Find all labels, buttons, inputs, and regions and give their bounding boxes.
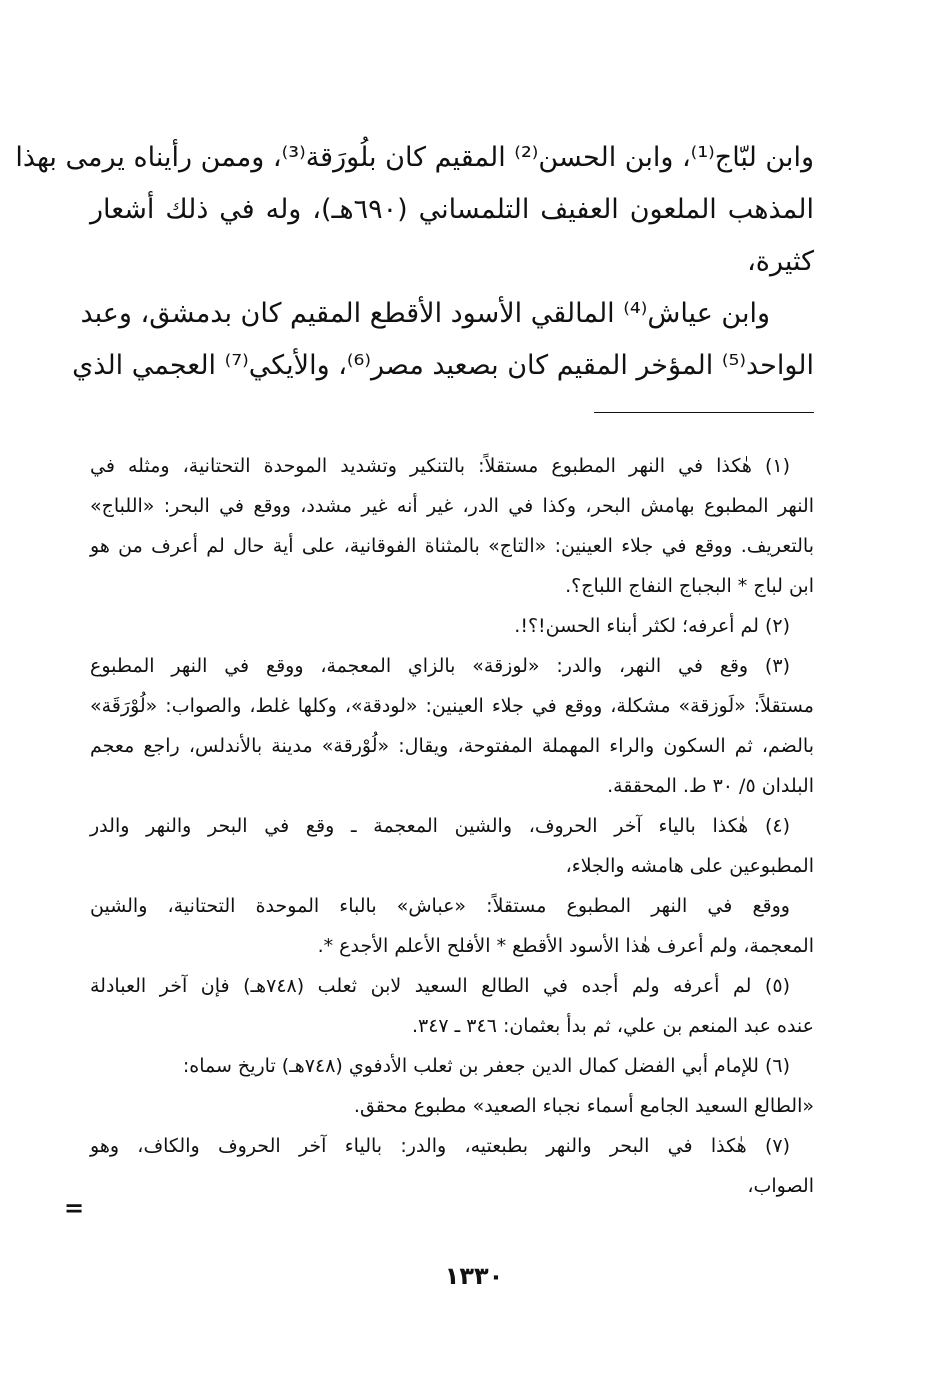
continuation-mark: = bbox=[64, 1194, 85, 1222]
footnote-line: ووقع في النهر المطبوع مستقلاً: «عباش» بالباء الموحدة التحتانية، والشين bbox=[90, 895, 790, 917]
main-text-body bbox=[15, 132, 814, 392]
footnote-line: (٢) لم أعرفه؛ لكثر أبناء الحسن!؟!. bbox=[514, 615, 790, 637]
main-text-line: وابن لبّاج⁽¹⁾، وابن الحسن⁽²⁾ المقيم كان بلُورَقة⁽³⁾، وممن رأيناه يرمى بهذا bbox=[15, 142, 814, 173]
footnotes bbox=[90, 446, 814, 1206]
footnote-line: الصواب، bbox=[747, 1175, 814, 1197]
footnote-separator bbox=[594, 412, 814, 413]
footnote-line: النهر المطبوع بهامش البحر، وكذا في الدر، غير أنه غير مشدد، ووقع في البحر: «اللباج» bbox=[90, 495, 814, 517]
footnote-line: «الطالع السعيد الجامع أسماء نجباء الصعيد» مطبوع محقق. bbox=[353, 1095, 814, 1117]
main-text-line: وابن عياش⁽⁴⁾ المالقي الأسود الأقطع المقيم كان بدمشق، وعبد bbox=[80, 298, 770, 329]
footnote-line: بالضم، ثم السكون والراء المهملة المفتوحة، ويقال: «لُوْرقة» مدينة بالأندلس، راجع معجم bbox=[90, 735, 814, 757]
footnote-line: (٣) وقع في النهر، والدر: «لوزقة» بالزاي المعجمة، ووقع في النهر المطبوع bbox=[90, 655, 790, 677]
footnote-line: (٦) للإمام أبي الفضل كمال الدين جعفر بن ثعلب الأدفوي (٧٤٨هـ) تاريخ سماه: bbox=[182, 1055, 790, 1077]
main-text-line: الواحد⁽⁵⁾ المؤخر المقيم كان بصعيد مصر⁽⁶⁾، والأيكي⁽⁷⁾ العجمي الذي bbox=[72, 350, 814, 381]
footnote-line: (٤) هٰكذا بالياء آخر الحروف، والشين المعجمة ـ وقع في البحر والنهر والدر bbox=[90, 815, 790, 837]
footnote-line: بالتعريف. ووقع في جلاء العينين: «التاج» بالمثناة الفوقانية، على أية حال لم أعرف من هو bbox=[90, 535, 814, 557]
footnote-line: (١) هٰكذا في النهر المطبوع مستقلاً: بالتنكير وتشديد الموحدة التحتانية، ومثله في bbox=[90, 455, 790, 477]
footnote-line: المطبوعين على هامشه والجلاء، bbox=[565, 855, 814, 877]
page-number: ١٣٣٠ bbox=[444, 1262, 504, 1290]
footnote-line: (٥) لم أعرفه ولم أجده في الطالع السعيد لابن ثعلب (٧٤٨هـ) فإن آخر العبادلة bbox=[90, 975, 790, 997]
footnote-line: المعجمة، ولم أعرف هٰذا الأسود الأقطع * الأفلح الأعلم الأجدع *. bbox=[317, 935, 814, 957]
main-text-line: المذهب الملعون العفيف التلمساني (٦٩٠هـ)، وله في ذلك أشعار bbox=[90, 194, 814, 225]
main-text-line: كثيرة، bbox=[747, 246, 814, 277]
footnote-line: مستقلاً: «لَوزقة» مشكلة، ووقع في جلاء العينين: «لودقة»، وكلها غلط، والصواب: «لُوْرَقَة» bbox=[90, 695, 814, 717]
footnote-line: (٧) هٰكذا في البحر والنهر بطبعتيه، والدر: بالياء آخر الحروف والكاف، وهو bbox=[90, 1135, 790, 1157]
footnote-line: ابن لباج * البجباج النفاج اللباج؟. bbox=[565, 575, 814, 597]
footnote-line: عنده عبد المنعم بن علي، ثم بدأ بعثمان: ٣٤٦ ـ ٣٤٧. bbox=[411, 1015, 814, 1037]
footnote-line: البلدان ٥/ ٣٠ ط. المحققة. bbox=[607, 775, 814, 797]
